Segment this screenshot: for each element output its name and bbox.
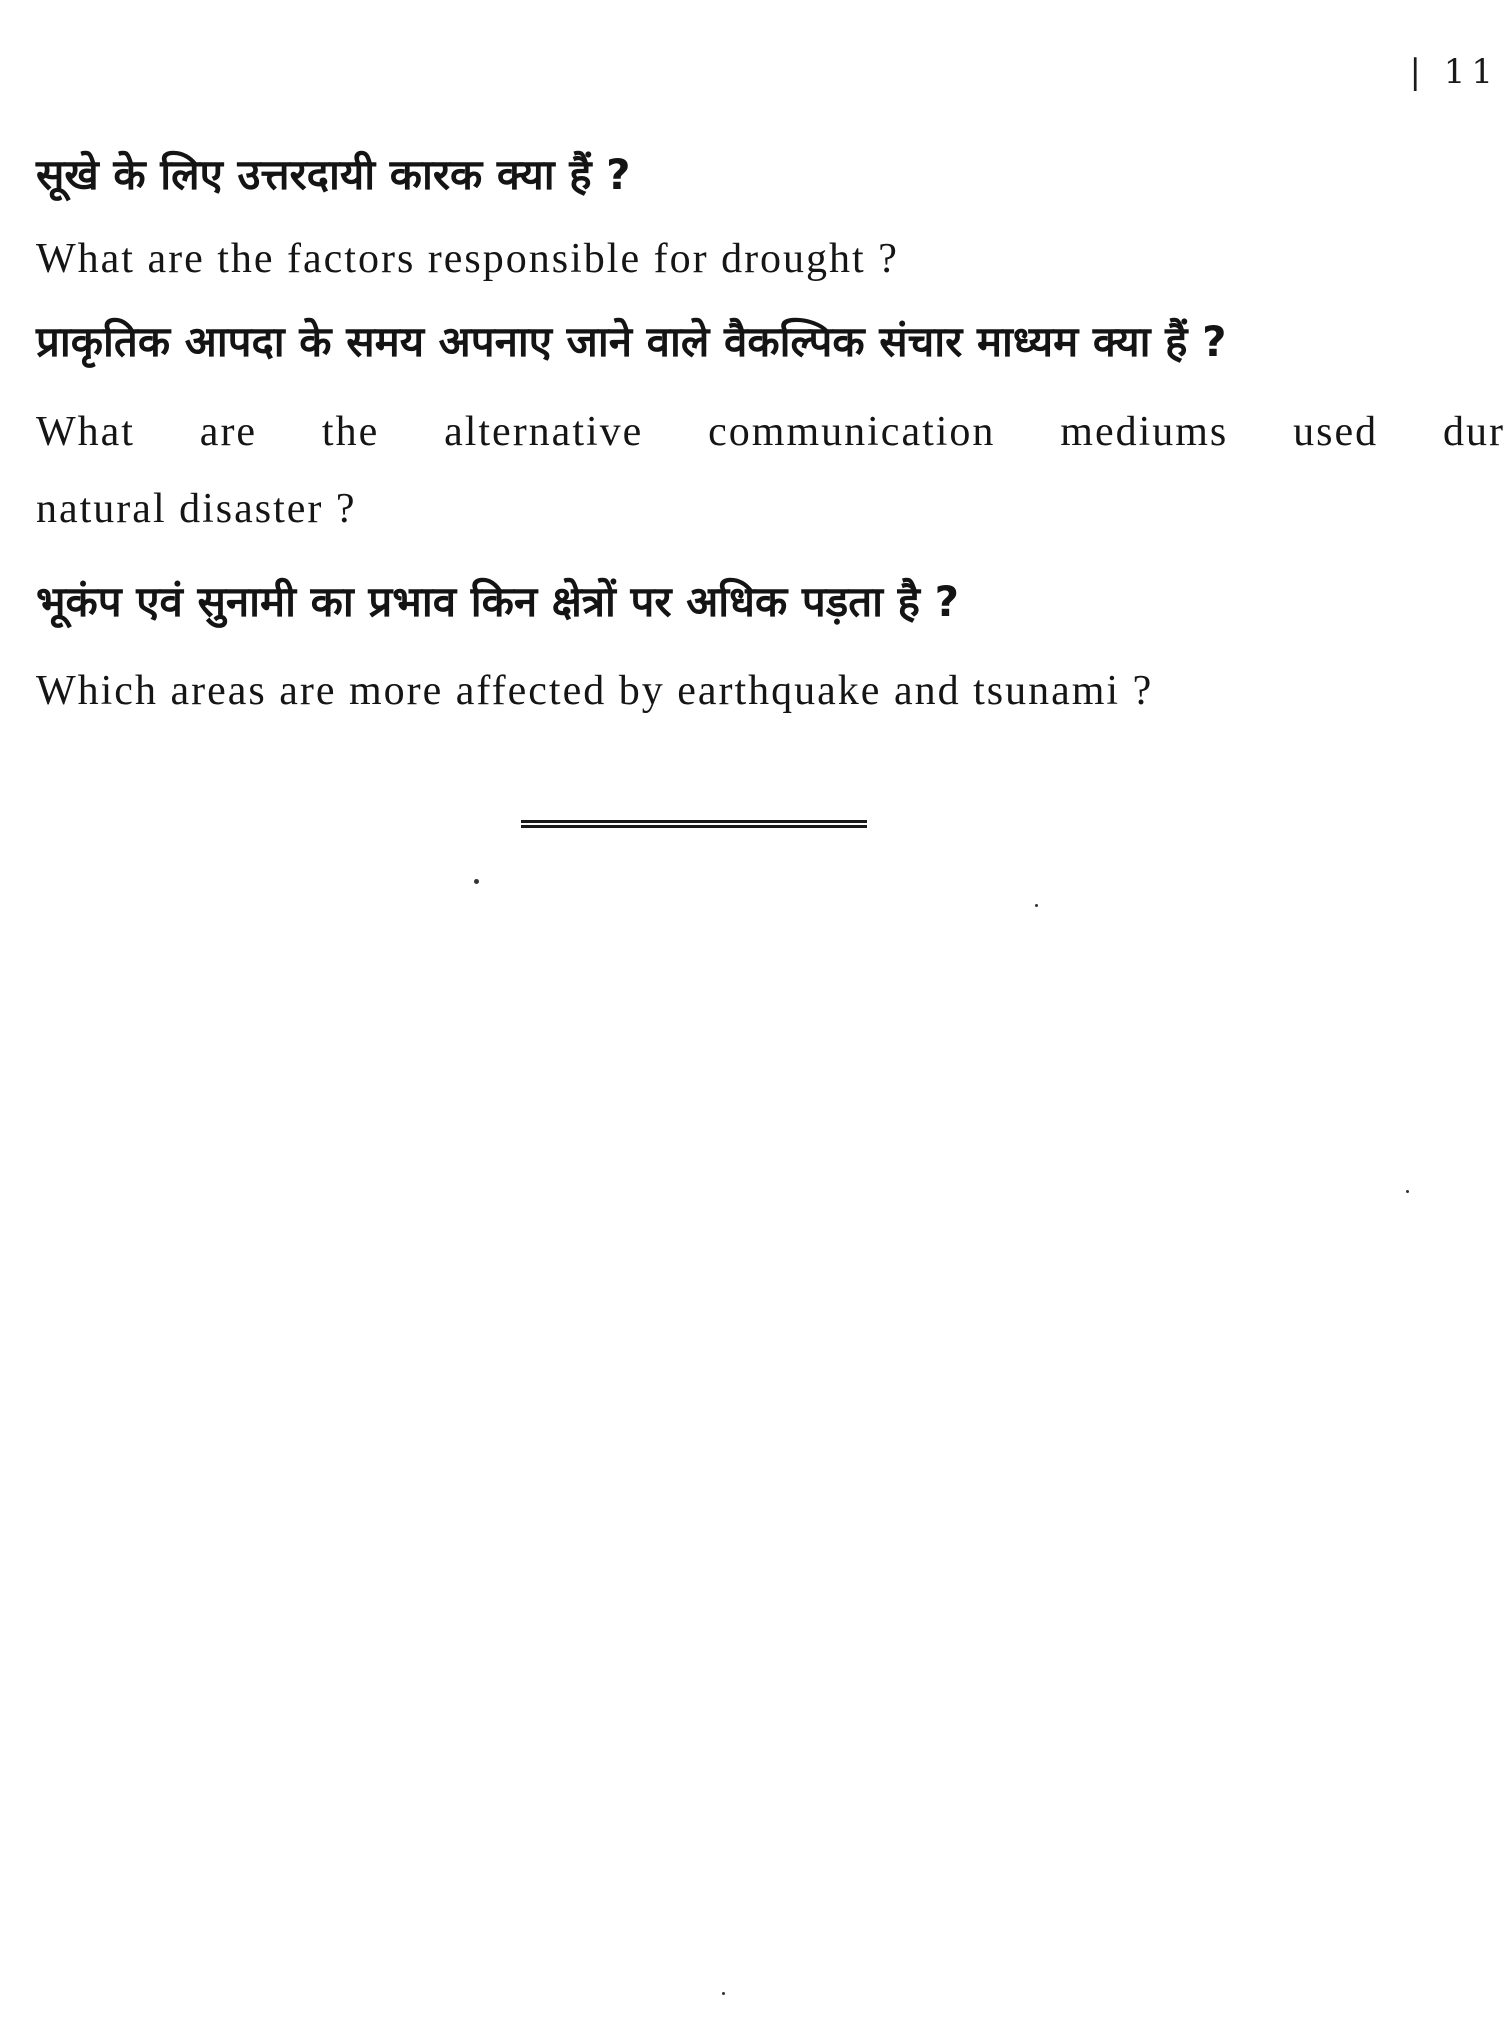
scan-speck bbox=[1406, 1190, 1409, 1193]
page-number: | 11 bbox=[1409, 52, 1499, 92]
word: mediums bbox=[1060, 409, 1229, 455]
scan-speck bbox=[722, 1992, 725, 1995]
question-1-hindi: सूखे के लिए उत्तरदायी कारक क्या हैं ? bbox=[36, 150, 631, 199]
question-2-english-line-2: natural disaster ? bbox=[36, 486, 357, 532]
word: What bbox=[36, 409, 135, 455]
word: are bbox=[199, 409, 258, 455]
word: dur bbox=[1442, 409, 1505, 455]
end-divider bbox=[521, 820, 867, 828]
word: communication bbox=[708, 409, 996, 455]
question-1-english: What are the factors responsible for drought ? bbox=[36, 236, 899, 282]
question-2-english-line-1 bbox=[36, 408, 1505, 456]
word: the bbox=[321, 409, 380, 455]
word: alternative bbox=[444, 409, 644, 455]
scan-speck bbox=[474, 879, 479, 884]
question-3-english: Which areas are more affected by earthquake and tsunami ? bbox=[36, 668, 1154, 714]
word: used bbox=[1293, 409, 1379, 455]
question-3-hindi: भूकंप एवं सुनामी का प्रभाव किन क्षेत्रों पर अधिक पड़ता है ? bbox=[36, 577, 959, 626]
question-2-hindi: प्राकृतिक आपदा के समय अपनाए जाने वाले वैकल्पिक संचार माध्यम क्या हैं ? bbox=[36, 317, 1227, 366]
scan-speck bbox=[1035, 904, 1038, 907]
